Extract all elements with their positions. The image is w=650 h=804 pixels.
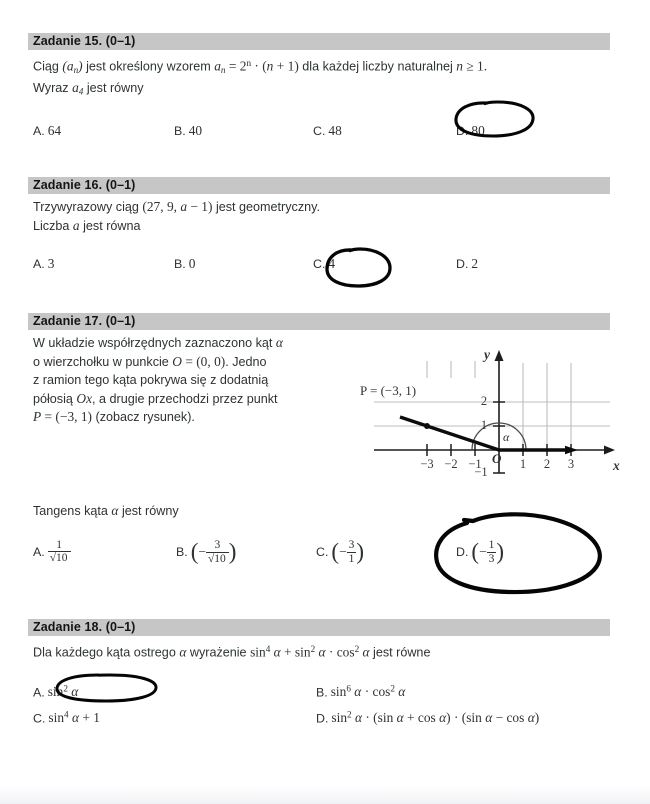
minus-sign: − xyxy=(198,544,206,560)
left-paren: ( xyxy=(471,539,480,564)
option-letter: C. xyxy=(313,257,326,271)
task-15-option-b[interactable] xyxy=(174,123,202,139)
right-paren: ) xyxy=(356,539,365,564)
option-expression xyxy=(331,539,365,565)
task-17-options xyxy=(28,540,610,570)
figure-svg xyxy=(360,345,630,490)
figure-y-axis-label: y xyxy=(484,347,490,362)
option-value: 64 xyxy=(47,122,62,138)
option-expression: $\sin^2 \alpha \cdot (\sin$ α + cos α) · (sin α − cos α) xyxy=(331,709,540,726)
radicand: 10 xyxy=(56,552,68,565)
right-paren: ) xyxy=(496,539,505,564)
task-17-header: Zadanie 17. (0–1) xyxy=(28,313,610,330)
right-paren: ) xyxy=(228,539,237,564)
sqrt-expression xyxy=(50,552,69,564)
task-17-question-suffix: jest równy xyxy=(118,504,179,518)
task-17-option-c[interactable] xyxy=(316,540,364,566)
numerator xyxy=(48,539,71,551)
option-value: 0 xyxy=(188,256,196,271)
figure-angle-label: α xyxy=(503,430,510,444)
left-paren: ( xyxy=(190,539,199,564)
task-16-options xyxy=(28,256,610,286)
task-16-option-a[interactable] xyxy=(33,256,54,272)
option-letter: C. xyxy=(313,123,326,138)
fraction xyxy=(487,539,497,565)
task-16-option-b[interactable] xyxy=(174,256,195,272)
minus-sign: − xyxy=(479,544,487,560)
task-15-option-d[interactable] xyxy=(456,123,485,139)
task-17-option-d[interactable] xyxy=(456,540,504,566)
option-expression xyxy=(471,539,505,565)
figure-x-axis-label: x xyxy=(613,458,620,473)
y-tick-neg1: −1 xyxy=(474,465,488,479)
task-18 xyxy=(28,619,610,736)
task-17-question xyxy=(28,502,179,521)
task-15-options xyxy=(28,123,610,153)
option-letter: D. xyxy=(316,711,329,726)
task-18-option-b[interactable] xyxy=(316,684,405,700)
left-paren: ( xyxy=(331,539,340,564)
task-17-line-4: półosią Ox, a drugie przechodzi przez punkt xyxy=(33,390,278,406)
option-value: 2 xyxy=(471,256,479,271)
task-17-option-b[interactable] xyxy=(176,540,236,566)
minus-sign: − xyxy=(339,544,347,560)
option-value: 4 xyxy=(328,256,336,271)
task-17-line-3: z ramion tego kąta pokrywa się z dodatnią xyxy=(33,373,269,387)
task-15-option-a[interactable] xyxy=(33,123,61,139)
fraction-term: 3 xyxy=(488,552,495,565)
option-letter: B. xyxy=(174,257,186,271)
radical-sign: √ xyxy=(49,552,57,565)
option-value: 3 xyxy=(47,256,55,271)
fraction xyxy=(206,539,229,565)
option-letter: D. xyxy=(456,257,469,271)
task-18-header: Zadanie 18. (0–1) xyxy=(28,619,610,636)
option-expression xyxy=(190,539,237,565)
fraction xyxy=(347,539,357,565)
option-letter: A. xyxy=(33,544,45,559)
x-tick-neg1: −1 xyxy=(468,457,482,471)
option-value: 40 xyxy=(188,122,203,138)
task-18-option-a[interactable] xyxy=(33,684,78,700)
task-17-line-5: P = (−3, 1) (zobacz rysunek). xyxy=(33,409,195,424)
x-tick-1: 1 xyxy=(519,457,527,471)
grid-lines xyxy=(374,361,610,450)
option-letter: B. xyxy=(176,545,188,560)
y-tick-2: 2 xyxy=(480,394,488,408)
x-tick-2: 2 xyxy=(543,457,551,471)
task-17-question-symbol: α xyxy=(111,503,119,518)
option-value: 48 xyxy=(328,122,342,138)
option-letter: A. xyxy=(33,123,45,138)
task-17-line-1: W układzie współrzędnych zaznaczono kąt α xyxy=(33,335,283,350)
task-16-option-c[interactable] xyxy=(313,256,335,272)
task-15-line-2: Wyraz $a_4$ jest równy xyxy=(33,80,144,98)
option-letter: C. xyxy=(33,711,46,726)
figure-point-label: P = (−3, 1) xyxy=(360,383,417,398)
task-17-line-2: o wierzchołku w punkcie O = (0, 0). Jedno xyxy=(33,353,267,369)
denominator xyxy=(347,552,357,565)
task-16-header: Zadanie 16. (0–1) xyxy=(28,177,610,194)
task-16 xyxy=(28,177,610,286)
task-17-question-prefix: Tangens kąta xyxy=(33,504,112,518)
fraction-term: 1 xyxy=(56,539,62,551)
denominator xyxy=(48,551,71,564)
task-16-option-d[interactable] xyxy=(456,256,478,272)
task-15 xyxy=(28,33,610,153)
task-18-options-row-1 xyxy=(28,684,610,710)
x-tick-neg3: −3 xyxy=(420,457,434,471)
option-value: 80 xyxy=(471,122,485,138)
fraction-term: 1 xyxy=(488,539,495,552)
fraction xyxy=(48,539,71,565)
figure-coordinate-system xyxy=(360,345,630,490)
option-expression: $\sin^4 \alpha + 1$ xyxy=(48,709,100,726)
task-16-line-2: Liczba a jest równa xyxy=(33,217,141,233)
option-letter: D. xyxy=(456,545,469,560)
task-18-line-1: Dla każdego kąta ostrego α wyrażenie $\sin^4 \alpha + \sin^2 \alpha \cdot \cos^2 \alpha$ jest równe xyxy=(33,644,431,660)
task-18-options-row-2 xyxy=(28,710,610,736)
sqrt-expression xyxy=(208,553,227,565)
task-18-option-d[interactable] xyxy=(316,710,539,726)
option-expression: $\sin^6 \alpha \cdot \cos^2 \alpha$ xyxy=(330,683,406,700)
task-15-header: Zadanie 15. (0–1) xyxy=(28,33,610,50)
x-tick-neg2: −2 xyxy=(444,457,458,471)
option-expression: $\sin^2 \alpha$ xyxy=(47,683,79,700)
fraction-term: 3 xyxy=(214,539,221,552)
option-letter: A. xyxy=(33,257,45,271)
denominator xyxy=(206,552,229,565)
task-16-line-1: Trzywyrazowy ciąg (27, 9, a − 1) jest geometryczny. xyxy=(33,199,321,214)
x-tick-3: 3 xyxy=(567,457,575,471)
option-letter: D. xyxy=(456,123,469,138)
numerator xyxy=(347,539,357,551)
numerator xyxy=(487,539,497,551)
fraction-term: 1 xyxy=(348,552,355,565)
option-expression xyxy=(48,539,71,565)
y-tick-1: 1 xyxy=(480,418,488,432)
page-bottom-shadow xyxy=(0,786,650,804)
radical-sign: √ xyxy=(207,552,215,565)
point-p-marker xyxy=(424,423,430,429)
task-17-option-a[interactable] xyxy=(33,540,71,566)
task-18-option-c[interactable] xyxy=(33,710,100,726)
option-letter: A. xyxy=(33,685,45,700)
option-letter: B. xyxy=(316,685,328,700)
figure-origin-label: O xyxy=(492,451,502,466)
option-letter: B. xyxy=(174,123,186,138)
radicand: 10 xyxy=(214,552,226,565)
task-15-option-c[interactable] xyxy=(313,123,342,139)
option-letter: C. xyxy=(316,545,329,560)
y-axis-arrow xyxy=(495,350,504,361)
fraction-term: 3 xyxy=(348,539,355,552)
numerator xyxy=(206,539,229,551)
denominator xyxy=(487,552,497,565)
x-axis-arrow xyxy=(604,446,615,455)
task-15-line-1: Ciąg $(a_n)$ jest określony wzorem $a_n = 2^n \cdot (n + 1)$ dla każdej liczby naturalnej n ≥ 1. xyxy=(33,58,488,75)
